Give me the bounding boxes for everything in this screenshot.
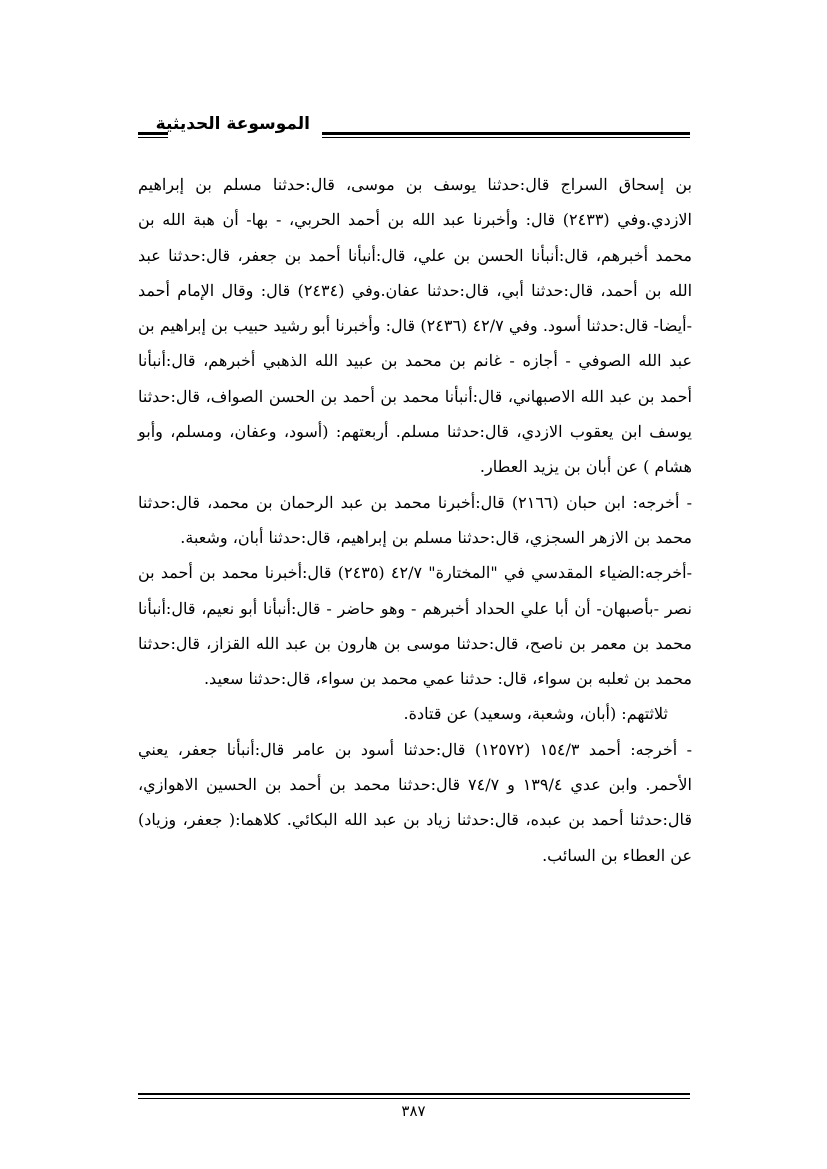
footer-rule-thick: [138, 1093, 690, 1095]
paragraph-4: ثلاثتهم: (أبان، وشعبة، وسعيد) عن قتادة.: [403, 704, 668, 724]
header-rule-right-thin: [322, 137, 690, 138]
page-body: [138, 167, 692, 873]
paragraph-5: - أخرجه: أحمد ١٥٤/٣ (١٢٥٧٢) قال:حدثنا أسود بن عامر قال:أنبأنا جعفر، يعني الأحمر. وابن عدي ١٣٩/٤ و ٧٤/٧ قال:حدثنا محمد بن أحمد بن الحسين الاهوازي، قال:حدثنا أحمد بن عبده، قال:حدثنا زياد بن عبد الله البكائي. كلاهما:( جعفر، وزياد) عن العطاء بن السائب.: [138, 739, 693, 865]
page-number: ٣٨٧: [401, 1102, 426, 1120]
page-header: [138, 110, 690, 150]
footer-rule-thin: [138, 1098, 690, 1099]
paragraph-1: بن إسحاق السراج قال:حدثنا يوسف بن موسى، قال:حدثنا مسلم بن إبراهيم الازدي.وفي (٢٤٣٣) قال: وأخبرنا عبد الله بن أحمد الحربي، - بها- أن هبة الله بن محمد أخبرهم، قال:أنبأنا الحسن بن علي، قال:أنبأنا أحمد بن جعفر، قال:حدثنا عبد الله بن أحمد، قال:حدثنا أبي، قال:حدثنا عفان.وفي (٢٤٣٤) قال: وقال الإمام أحمد -أيضا- قال:حدثنا أسود. وفي ٤٢/٧ (٢٤٣٦) قال: وأخبرنا أبو رشيد حبيب بن إبراهيم بن عبد الله الصوفي - أجازه - غانم بن محمد بن عبيد الله الذهبي أخبرهم، قال:أنبأنا أحمد بن عبد الله الاصبهاني، قال:أنبأنا محمد بن أحمد بن الحسن الصواف، قال:حدثنا يوسف ابن يعقوب الازدي، قال:حدثنا مسلم. أربعتهم: (أسود، وعفان، ومسلم، وأبو هشام ) عن أبان بن يزيد العطار.: [138, 175, 693, 477]
paragraph-3: -أخرجه:الضياء المقدسي في "المختارة" ٤٢/٧ (٢٤٣٥) قال:أخبرنا محمد بن أحمد بن نصر -بأصبهان- أن أبا علي الحداد أخبرهم - وهو حاضر - قال:أنبأنا أبو نعيم، قال:أنبأنا محمد بن معمر بن ناصح، قال:حدثنا موسى بن هارون بن عبد الله القزاز، قال:حدثنا محمد بن ثعلبه بن سواء، قال: حدثنا عمي محمد بن سواء، قال:حدثنا سعيد.: [138, 563, 693, 689]
header-rule-left-thin: [138, 137, 168, 138]
header-rule-right: [322, 132, 690, 135]
page-title: الموسوعة الحديثية: [155, 114, 310, 134]
paragraph-2: - أخرجه: ابن حبان (٢١٦٦) قال:أخبرنا محمد بن عبد الرحمان بن محمد، قال:حدثنا محمد بن الازهر السجزي، قال:حدثنا مسلم بن إبراهيم، قال:حدثنا أبان، وشعبة.: [138, 492, 693, 547]
